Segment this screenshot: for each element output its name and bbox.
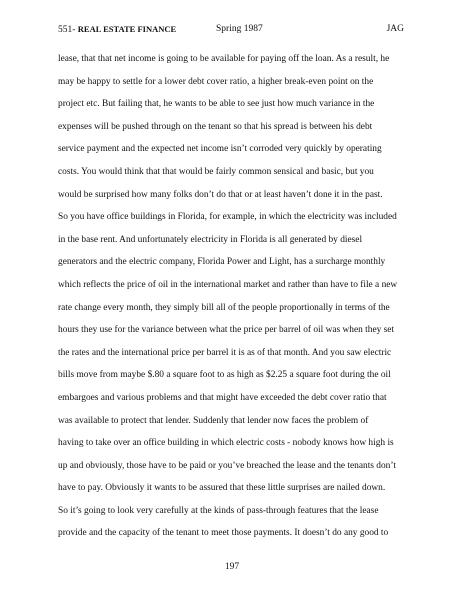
- body-text-line: provide and the capacity of the tenant to meet those payments. It doesn’t do any good to: [58, 528, 389, 539]
- body-text-line: was available to protect that lender. Suddenly that lender now faces the problem of: [58, 415, 369, 426]
- body-text-line: in the base rent. And unfortunately electricity in Florida is all generated by diesel: [58, 234, 363, 245]
- page-header: [58, 22, 404, 36]
- page-number: 197: [224, 562, 240, 572]
- body-text-line: hours they use for the variance between what the price per barrel of oil was when they set: [58, 325, 395, 336]
- body-text-line: would be surprised how many folks don’t do that or at least haven’t done it in the past.: [58, 189, 383, 200]
- course-name: REAL ESTATE FINANCE: [77, 24, 177, 34]
- body-text-line: generators and the electric company, Florida Power and Light, has a surcharge monthly: [58, 257, 386, 268]
- course-code: 551-: [58, 25, 76, 35]
- body-text-line: costs. You would think that that would be fairly common sensical and basic, but you: [58, 166, 374, 177]
- body-text-line: bills move from maybe $.80 a square foot to as high as $2.25 a square foot during the oil: [58, 370, 391, 381]
- body-text-line: service payment and the expected net income isn’t corroded very quickly by operating: [58, 144, 382, 155]
- body-text-line: have to pay. Obviously it wants to be assured that these little surprises are nailed down.: [58, 483, 386, 494]
- body-text-line: having to take over an office building in which electric costs - nobody knows how high is: [58, 438, 394, 449]
- body-text-line: expenses will be pushed through on the tenant so that his spread is between his debt: [58, 121, 373, 132]
- body-text-line: embargoes and various problems and that might have exceeded the debt cover ratio that: [58, 392, 387, 403]
- course-title: [58, 22, 176, 37]
- body-text: [58, 48, 404, 545]
- body-text-line: So it’s going to look very carefully at the kinds of pass-through features that the lease: [58, 505, 379, 516]
- term-label: Spring 1987: [216, 24, 263, 34]
- body-text-line: may be happy to settle for a lower debt cover ratio, a higher break-even point on the: [58, 76, 374, 87]
- author-initials: JAG: [386, 24, 404, 34]
- body-text-line: lease, that that net income is going to be available for paying off the loan. As a result, he: [58, 54, 390, 64]
- body-text-line: up and obviously, those have to be paid or you’ve breached the lease and the tenants don’t: [58, 460, 396, 471]
- body-text-line: rate change every month, they simply bill all of the people proportionally in terms of the: [58, 302, 390, 313]
- body-text-line: the rates and the international price per barrel it is as of that month. And you saw electric: [58, 347, 392, 358]
- body-text-line: which reflects the price of oil in the international market and rather than have to file a new: [58, 279, 398, 290]
- body-text-line: project etc. But failing that, he wants to be able to see just how much variance in the: [58, 99, 375, 110]
- body-text-line: So you have office buildings in Florida, for example, in which the electricity was included: [58, 212, 397, 223]
